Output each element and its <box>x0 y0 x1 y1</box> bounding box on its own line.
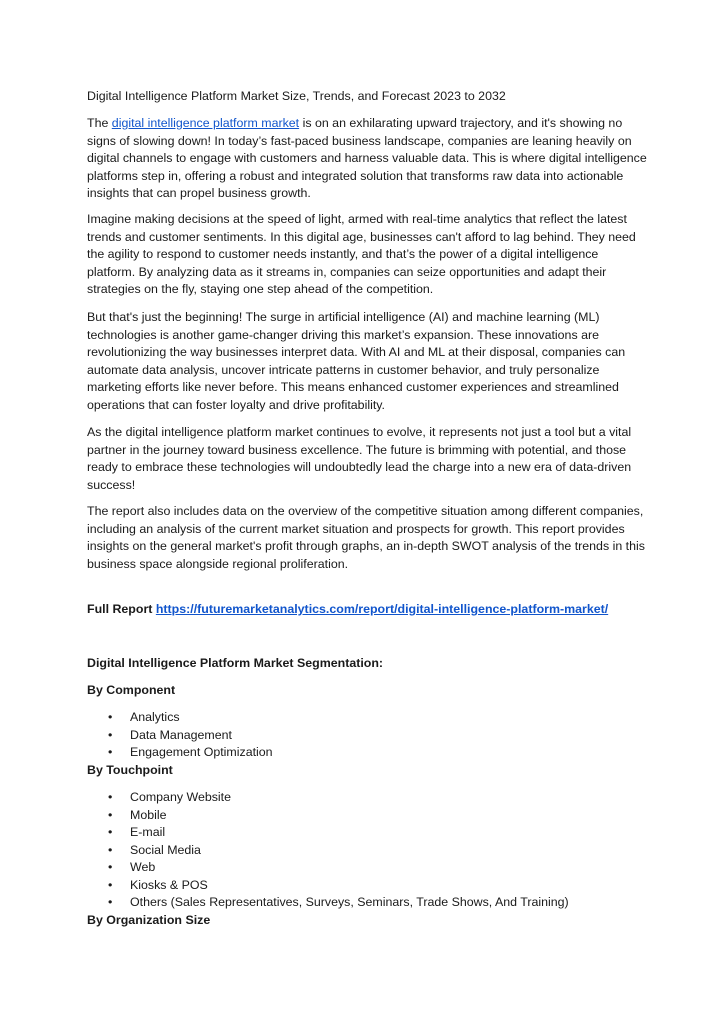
by-touchpoint-heading: By Touchpoint <box>87 763 173 777</box>
intro-paragraph <box>87 115 647 203</box>
list-item: • Company Website <box>108 789 569 807</box>
paragraph-report: The report also includes data on the overview of the competitive situation among different companies, including an analysis of the current market situation and prospects for growth. This report provides insights on the general market's profit through graphs, an in-depth SWOT analysis of the trends in this business space alongside regional proliferation. <box>87 504 645 571</box>
list-item: • Social Media <box>108 842 569 860</box>
by-organization-size-heading: By Organization Size <box>87 913 211 927</box>
full-report-link[interactable]: https://futuremarketanalytics.com/report/digital-intelligence-platform-market/ <box>155 602 609 616</box>
list-item: • Engagement Optimization <box>108 744 273 762</box>
list-item: • Data Management <box>108 727 273 745</box>
document-title: Digital Intelligence Platform Market Size, Trends, and Forecast 2023 to 2032 <box>87 89 506 103</box>
list-item: • Others (Sales Representatives, Surveys, Seminars, Trade Shows, And Training) <box>108 894 569 912</box>
market-link[interactable]: digital intelligence platform market <box>111 116 300 130</box>
full-report-line <box>87 601 608 619</box>
segmentation-title: Digital Intelligence Platform Market Segmentation: <box>87 656 384 670</box>
by-component-heading: By Component <box>87 683 176 697</box>
paragraph-ai-ml: But that's just the beginning! The surge in artificial intelligence (AI) and machine learning (ML) technologies is another game-changer driving this market’s expansion. These innovations are revolutionizing the way businesses interpret data. With AI and ML at their disposal, companies can automate data analysis, uncover intricate patterns in customer behavior, and truly personalize marketing efforts like never before. This means enhanced customer experiences and streamlined operations that can foster loyalty and drive profitability. <box>87 310 626 412</box>
list-item: • Mobile <box>108 807 569 825</box>
intro-text-after-link: is on an exhilarating upward trajectory, and it's showing no signs of slowing down! In today’s fast-paced business landscape, companies are leaning heavily on digital channels to engage with customers and harness valuable data. This is where digital intelligence platforms step in, offering a robust and integrated solution that transforms raw data into actionable insights that can propel business growth. <box>87 116 647 200</box>
list-item: • Kiosks & POS <box>108 877 569 895</box>
list-item: • Analytics <box>108 709 273 727</box>
paragraph-realtime: Imagine making decisions at the speed of light, armed with real-time analytics that reflect the latest trends and customer sentiments. In this digital age, businesses can't afford to lag behind. They need the agility to respond to customer needs instantly, and that’s the power of a digital intelligence platform. By analyzing data as it streams in, companies can seize opportunities and adapt their strategies on the fly, staying one step ahead of the competition. <box>87 212 636 296</box>
list-item: • Web <box>108 859 569 877</box>
full-report-label: Full Report <box>87 602 156 616</box>
component-list <box>108 709 273 762</box>
paragraph-evolution: As the digital intelligence platform market continues to evolve, it represents not just a tool but a vital partner in the journey toward business excellence. The future is brimming with potential, and those ready to embrace these technologies will undoubtedly lead the charge into a new era of data-driven success! <box>87 425 632 492</box>
touchpoint-list <box>108 789 569 912</box>
list-item: • E-mail <box>108 824 569 842</box>
intro-text-before-link: The <box>87 116 112 130</box>
